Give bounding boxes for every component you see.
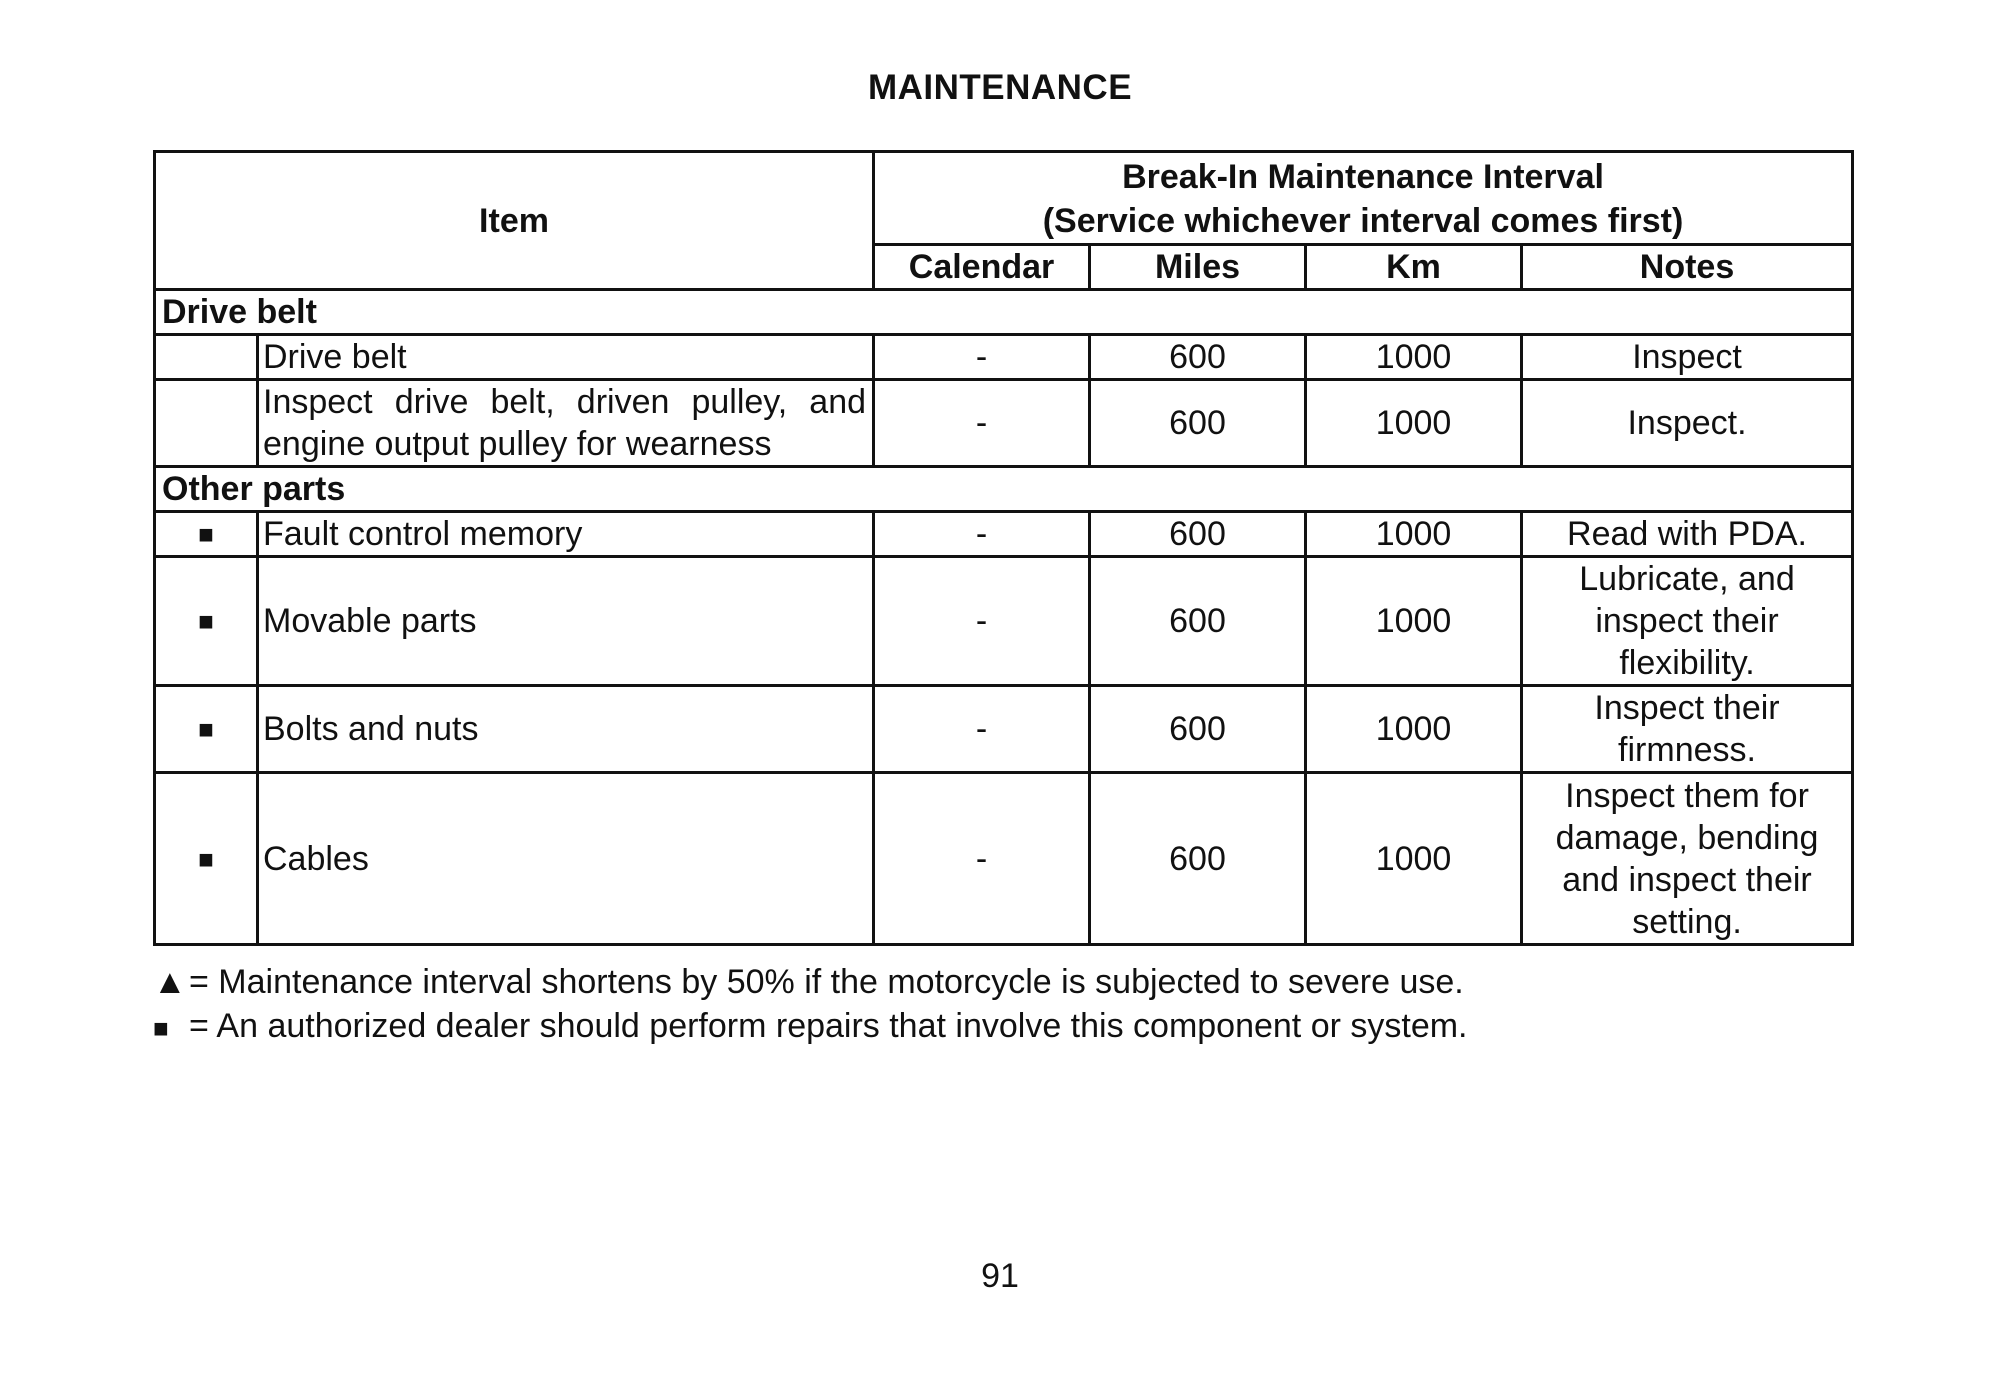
- km-cell: 1000: [1306, 512, 1522, 557]
- item-cell: Fault control memory: [258, 512, 874, 557]
- dealer-mark: [155, 380, 258, 467]
- page-title: MAINTENANCE: [867, 68, 1133, 107]
- header-interval-line2: (Service whichever interval comes first): [1042, 202, 1684, 240]
- km-cell: 1000: [1306, 773, 1522, 945]
- table-row: [155, 335, 1853, 380]
- notes-cell: Inspect: [1522, 335, 1853, 380]
- legend-line-dealer: [153, 1004, 1468, 1050]
- item-cell: Inspect drive belt, driven pulley, and engine output pulley for wearness: [258, 380, 874, 467]
- header-notes: Notes: [1522, 245, 1853, 290]
- square-icon: ■: [153, 1013, 169, 1043]
- triangle-icon: ▲: [153, 963, 187, 1001]
- section-row-drive-belt: [155, 290, 1853, 335]
- dealer-mark: ■: [155, 773, 258, 945]
- table-row: [155, 686, 1853, 773]
- km-cell: 1000: [1306, 380, 1522, 467]
- header-calendar: Calendar: [874, 245, 1090, 290]
- dealer-mark: [155, 335, 258, 380]
- item-cell: Cables: [258, 773, 874, 945]
- notes-cell: Inspect them for damage, bending and inspect their setting.: [1522, 773, 1853, 945]
- section-title: Drive belt: [155, 290, 1853, 335]
- header-km: Km: [1306, 245, 1522, 290]
- legend-text: = An authorized dealer should perform repairs that involve this component or system.: [189, 1007, 1468, 1045]
- miles-cell: 600: [1090, 773, 1306, 945]
- miles-cell: 600: [1090, 512, 1306, 557]
- notes-cell: Inspect.: [1522, 380, 1853, 467]
- header-interval: [874, 152, 1853, 245]
- maintenance-table: [153, 150, 1854, 946]
- table-row: [155, 773, 1853, 945]
- dealer-mark: ■: [155, 557, 258, 686]
- legend-text: = Maintenance interval shortens by 50% if the motorcycle is subjected to severe use.: [189, 963, 1464, 1001]
- page-number: 91: [981, 1257, 1019, 1295]
- km-cell: 1000: [1306, 557, 1522, 686]
- notes-cell: Read with PDA.: [1522, 512, 1853, 557]
- header-row-1: [155, 152, 1853, 245]
- calendar-cell: -: [874, 512, 1090, 557]
- dealer-mark: ■: [155, 512, 258, 557]
- section-row-other-parts: [155, 467, 1853, 512]
- miles-cell: 600: [1090, 380, 1306, 467]
- calendar-cell: -: [874, 557, 1090, 686]
- km-cell: 1000: [1306, 686, 1522, 773]
- table-row: [155, 557, 1853, 686]
- miles-cell: 600: [1090, 335, 1306, 380]
- calendar-cell: -: [874, 773, 1090, 945]
- calendar-cell: -: [874, 686, 1090, 773]
- item-cell: Bolts and nuts: [258, 686, 874, 773]
- item-cell: Movable parts: [258, 557, 874, 686]
- miles-cell: 600: [1090, 557, 1306, 686]
- legend-line-severe-use: [153, 960, 1468, 1004]
- header-interval-line1: Break-In Maintenance Interval: [1122, 158, 1604, 196]
- notes-cell: Lubricate, and inspect their flexibility.: [1522, 557, 1853, 686]
- km-cell: 1000: [1306, 335, 1522, 380]
- calendar-cell: -: [874, 380, 1090, 467]
- table-row: [155, 380, 1853, 467]
- legend: [153, 960, 1468, 1050]
- table-row: [155, 512, 1853, 557]
- dealer-mark: ■: [155, 686, 258, 773]
- header-item: Item: [155, 152, 874, 290]
- section-title: Other parts: [155, 467, 1853, 512]
- header-miles: Miles: [1090, 245, 1306, 290]
- miles-cell: 600: [1090, 686, 1306, 773]
- item-cell: Drive belt: [258, 335, 874, 380]
- calendar-cell: -: [874, 335, 1090, 380]
- notes-cell: Inspect their firmness.: [1522, 686, 1853, 773]
